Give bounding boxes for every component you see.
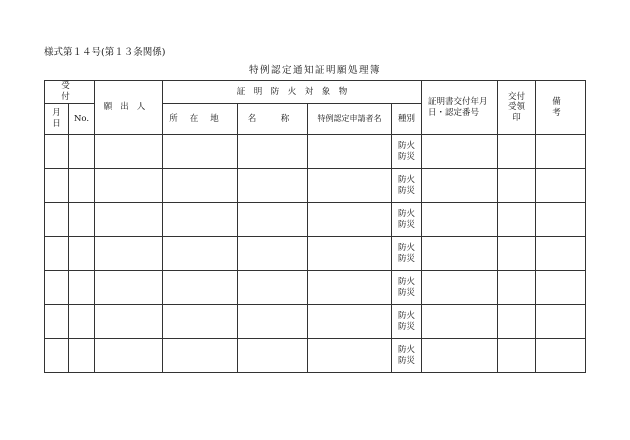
cell-month-day[interactable]: [45, 135, 69, 169]
cell-applicant[interactable]: [95, 169, 163, 203]
header-target: 証 明 防 火 対 象 物: [163, 81, 422, 104]
cell-issue-date[interactable]: [422, 169, 498, 203]
cell-applicant[interactable]: [95, 339, 163, 373]
table-row: [45, 135, 586, 169]
cell-number[interactable]: [69, 339, 95, 373]
table-row: [45, 169, 586, 203]
cell-name[interactable]: [238, 135, 308, 169]
kind-fire: 防火: [398, 344, 416, 355]
cell-location[interactable]: [163, 271, 238, 305]
cell-delivery[interactable]: [498, 169, 536, 203]
cell-issue-date[interactable]: [422, 203, 498, 237]
cell-kind: [392, 237, 422, 271]
cell-month-day[interactable]: [45, 339, 69, 373]
cell-month-day[interactable]: [45, 237, 69, 271]
cell-delivery[interactable]: [498, 135, 536, 169]
cell-month-day[interactable]: [45, 203, 69, 237]
header-reception: 受 付: [45, 81, 95, 104]
cell-name[interactable]: [238, 237, 308, 271]
cell-special-applicant[interactable]: [308, 135, 392, 169]
cell-location[interactable]: [163, 305, 238, 339]
cell-special-applicant[interactable]: [308, 305, 392, 339]
kind-fire: 防火: [398, 140, 416, 151]
cell-remarks[interactable]: [536, 135, 586, 169]
cell-issue-date[interactable]: [422, 135, 498, 169]
cell-issue-date[interactable]: [422, 237, 498, 271]
kind-fire: 防火: [398, 310, 416, 321]
cell-month-day[interactable]: [45, 169, 69, 203]
kind-disaster: 防災: [398, 253, 416, 264]
cell-delivery[interactable]: [498, 271, 536, 305]
cell-name[interactable]: [238, 203, 308, 237]
cell-location[interactable]: [163, 237, 238, 271]
kind-disaster: 防災: [398, 321, 416, 332]
cell-kind: [392, 203, 422, 237]
cell-number[interactable]: [69, 203, 95, 237]
cell-remarks[interactable]: [536, 339, 586, 373]
cell-name[interactable]: [238, 169, 308, 203]
cell-remarks[interactable]: [536, 271, 586, 305]
kind-disaster: 防災: [398, 219, 416, 230]
cell-name[interactable]: [238, 271, 308, 305]
header-remarks: 備 考: [536, 81, 586, 135]
header-name: 名 称: [238, 104, 308, 135]
cell-location[interactable]: [163, 135, 238, 169]
cell-delivery[interactable]: [498, 305, 536, 339]
cell-number[interactable]: [69, 305, 95, 339]
header-location: 所在地: [163, 104, 238, 135]
cell-special-applicant[interactable]: [308, 237, 392, 271]
cell-location[interactable]: [163, 339, 238, 373]
cell-issue-date[interactable]: [422, 271, 498, 305]
header-month-day: 月日: [45, 104, 69, 135]
cell-applicant[interactable]: [95, 135, 163, 169]
header-special-applicant: 特例認定申請者名: [308, 104, 392, 135]
table-row: [45, 237, 586, 271]
cell-location[interactable]: [163, 169, 238, 203]
cell-remarks[interactable]: [536, 305, 586, 339]
cell-special-applicant[interactable]: [308, 271, 392, 305]
kind-disaster: 防災: [398, 355, 416, 366]
cell-special-applicant[interactable]: [308, 203, 392, 237]
table-row: [45, 271, 586, 305]
header-number: No.: [69, 104, 95, 135]
cell-month-day[interactable]: [45, 271, 69, 305]
cell-name[interactable]: [238, 339, 308, 373]
table-row: [45, 203, 586, 237]
cell-kind: [392, 271, 422, 305]
cell-remarks[interactable]: [536, 203, 586, 237]
cell-issue-date[interactable]: [422, 339, 498, 373]
cell-special-applicant[interactable]: [308, 169, 392, 203]
cell-delivery[interactable]: [498, 203, 536, 237]
cell-kind: [392, 305, 422, 339]
form-title: 特例認定通知証明願処理簿: [248, 65, 381, 76]
kind-fire: 防火: [398, 242, 416, 253]
table-row: [45, 339, 586, 373]
cell-kind: [392, 339, 422, 373]
cell-remarks[interactable]: [536, 237, 586, 271]
cell-applicant[interactable]: [95, 203, 163, 237]
cell-number[interactable]: [69, 135, 95, 169]
form-number: 様式第１４号(第１３条関係): [44, 47, 166, 58]
cell-number[interactable]: [69, 169, 95, 203]
kind-disaster: 防災: [398, 287, 416, 298]
cell-applicant[interactable]: [95, 237, 163, 271]
kind-disaster: 防災: [398, 185, 416, 196]
cell-name[interactable]: [238, 305, 308, 339]
kind-fire: 防火: [398, 174, 416, 185]
kind-disaster: 防災: [398, 151, 416, 162]
register-table: [44, 80, 586, 373]
header-kind: 種別: [392, 104, 422, 135]
cell-kind: [392, 135, 422, 169]
header-applicant: 願出人: [95, 81, 163, 135]
header-delivery: 交付受領印: [498, 81, 536, 135]
header-issue-date: 証明書交付年月日・認定番号: [422, 81, 498, 135]
cell-month-day[interactable]: [45, 305, 69, 339]
table-row: [45, 305, 586, 339]
cell-number[interactable]: [69, 237, 95, 271]
cell-applicant[interactable]: [95, 271, 163, 305]
cell-issue-date[interactable]: [422, 305, 498, 339]
cell-delivery[interactable]: [498, 339, 536, 373]
cell-applicant[interactable]: [95, 305, 163, 339]
cell-location[interactable]: [163, 203, 238, 237]
cell-remarks[interactable]: [536, 169, 586, 203]
kind-fire: 防火: [398, 276, 416, 287]
cell-kind: [392, 169, 422, 203]
cell-special-applicant[interactable]: [308, 339, 392, 373]
kind-fire: 防火: [398, 208, 416, 219]
cell-number[interactable]: [69, 271, 95, 305]
cell-delivery[interactable]: [498, 237, 536, 271]
